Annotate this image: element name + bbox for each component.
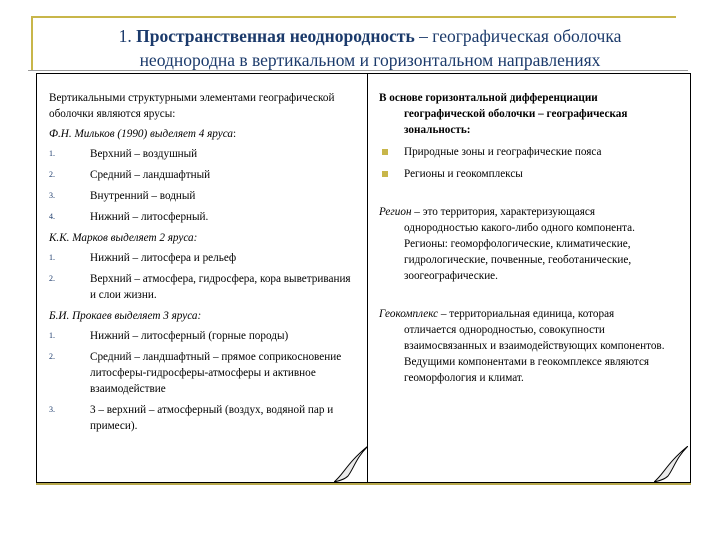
page-curl-icon xyxy=(334,446,368,482)
bullet-square-icon xyxy=(382,171,388,177)
list-item: 4. Нижний – литосферный. xyxy=(49,211,209,223)
bullet-item: Регионы и геокомплексы xyxy=(379,166,667,182)
decor-top-line xyxy=(31,16,676,18)
right-heading: В основе горизонтальной дифференциации географической оболочки – географическая зональность: xyxy=(379,92,628,136)
group-heading-prokaev: Б.И. Прокаев выделяет 3 яруса: xyxy=(49,310,202,322)
list-item: 2. Верхний – атмосфера, гидросфера, кора выветривания и слои жизни. xyxy=(49,273,351,301)
list-markov xyxy=(49,250,355,303)
title-number: 1. xyxy=(118,26,132,46)
list-item: 1. Нижний – литосфера и рельеф xyxy=(49,252,237,264)
list-item: 2. Средний – ландшафтный – прямое соприкосновение литосферы-гидросферы-атмосферы и активное взаимодействие xyxy=(49,351,342,395)
list-item: 1. Нижний – литосферный (горные породы) xyxy=(49,330,289,342)
title-divider xyxy=(28,70,688,71)
group-heading-milkov: Ф.Н. Мильков (1990) выделяет 4 яруса: xyxy=(49,128,237,140)
list-milkov xyxy=(49,146,355,225)
list-item: 3. Внутренний – водный xyxy=(49,190,196,202)
title-rest: – географическая оболочка xyxy=(414,26,622,46)
list-item: 1. Верхний – воздушный xyxy=(49,148,198,160)
list-item: 2. Средний – ландшафтный xyxy=(49,169,211,181)
list-item: 3. 3 – верхний – атмосферный (воздух, водяной пар и примеси). xyxy=(49,404,334,432)
title-line2: неоднородна в вертикальном и горизонтальном направлениях xyxy=(139,50,601,70)
right-content xyxy=(379,90,667,392)
slide-title xyxy=(40,24,700,72)
bullet-item: Природные зоны и географические пояса xyxy=(379,144,667,160)
bullet-square-icon xyxy=(382,149,388,155)
group-heading-markov: К.К. Марков выделяет 2 яруса: xyxy=(49,232,198,244)
left-intro: Вертикальными структурными элементами географической оболочки являются ярусы: xyxy=(49,92,335,120)
left-content xyxy=(49,90,355,439)
left-panel-shadow xyxy=(36,483,369,485)
region-definition: Регион – это территория, характеризующаяся однородностью какого-либо одного компонента. Регионы: геоморфологические, климатические, гидрологические, почвенные, геоботанические, зоогеографические. xyxy=(379,206,635,282)
decor-left-line xyxy=(31,16,33,71)
title-term: Пространственная неоднородность xyxy=(136,26,415,46)
right-panel-shadow xyxy=(367,483,691,485)
geocomplex-definition: Геокомплекс – территориальная единица, которая отличается однородностью, совокупности взаимосвязанных и взаимодействующих компонентов. Ведущими компонентами в геокомплексе являются геоморфология и климат. xyxy=(379,308,665,384)
list-prokaev xyxy=(49,328,355,434)
page-curl-icon xyxy=(654,446,688,482)
left-panel xyxy=(36,73,369,483)
right-panel xyxy=(367,73,691,483)
